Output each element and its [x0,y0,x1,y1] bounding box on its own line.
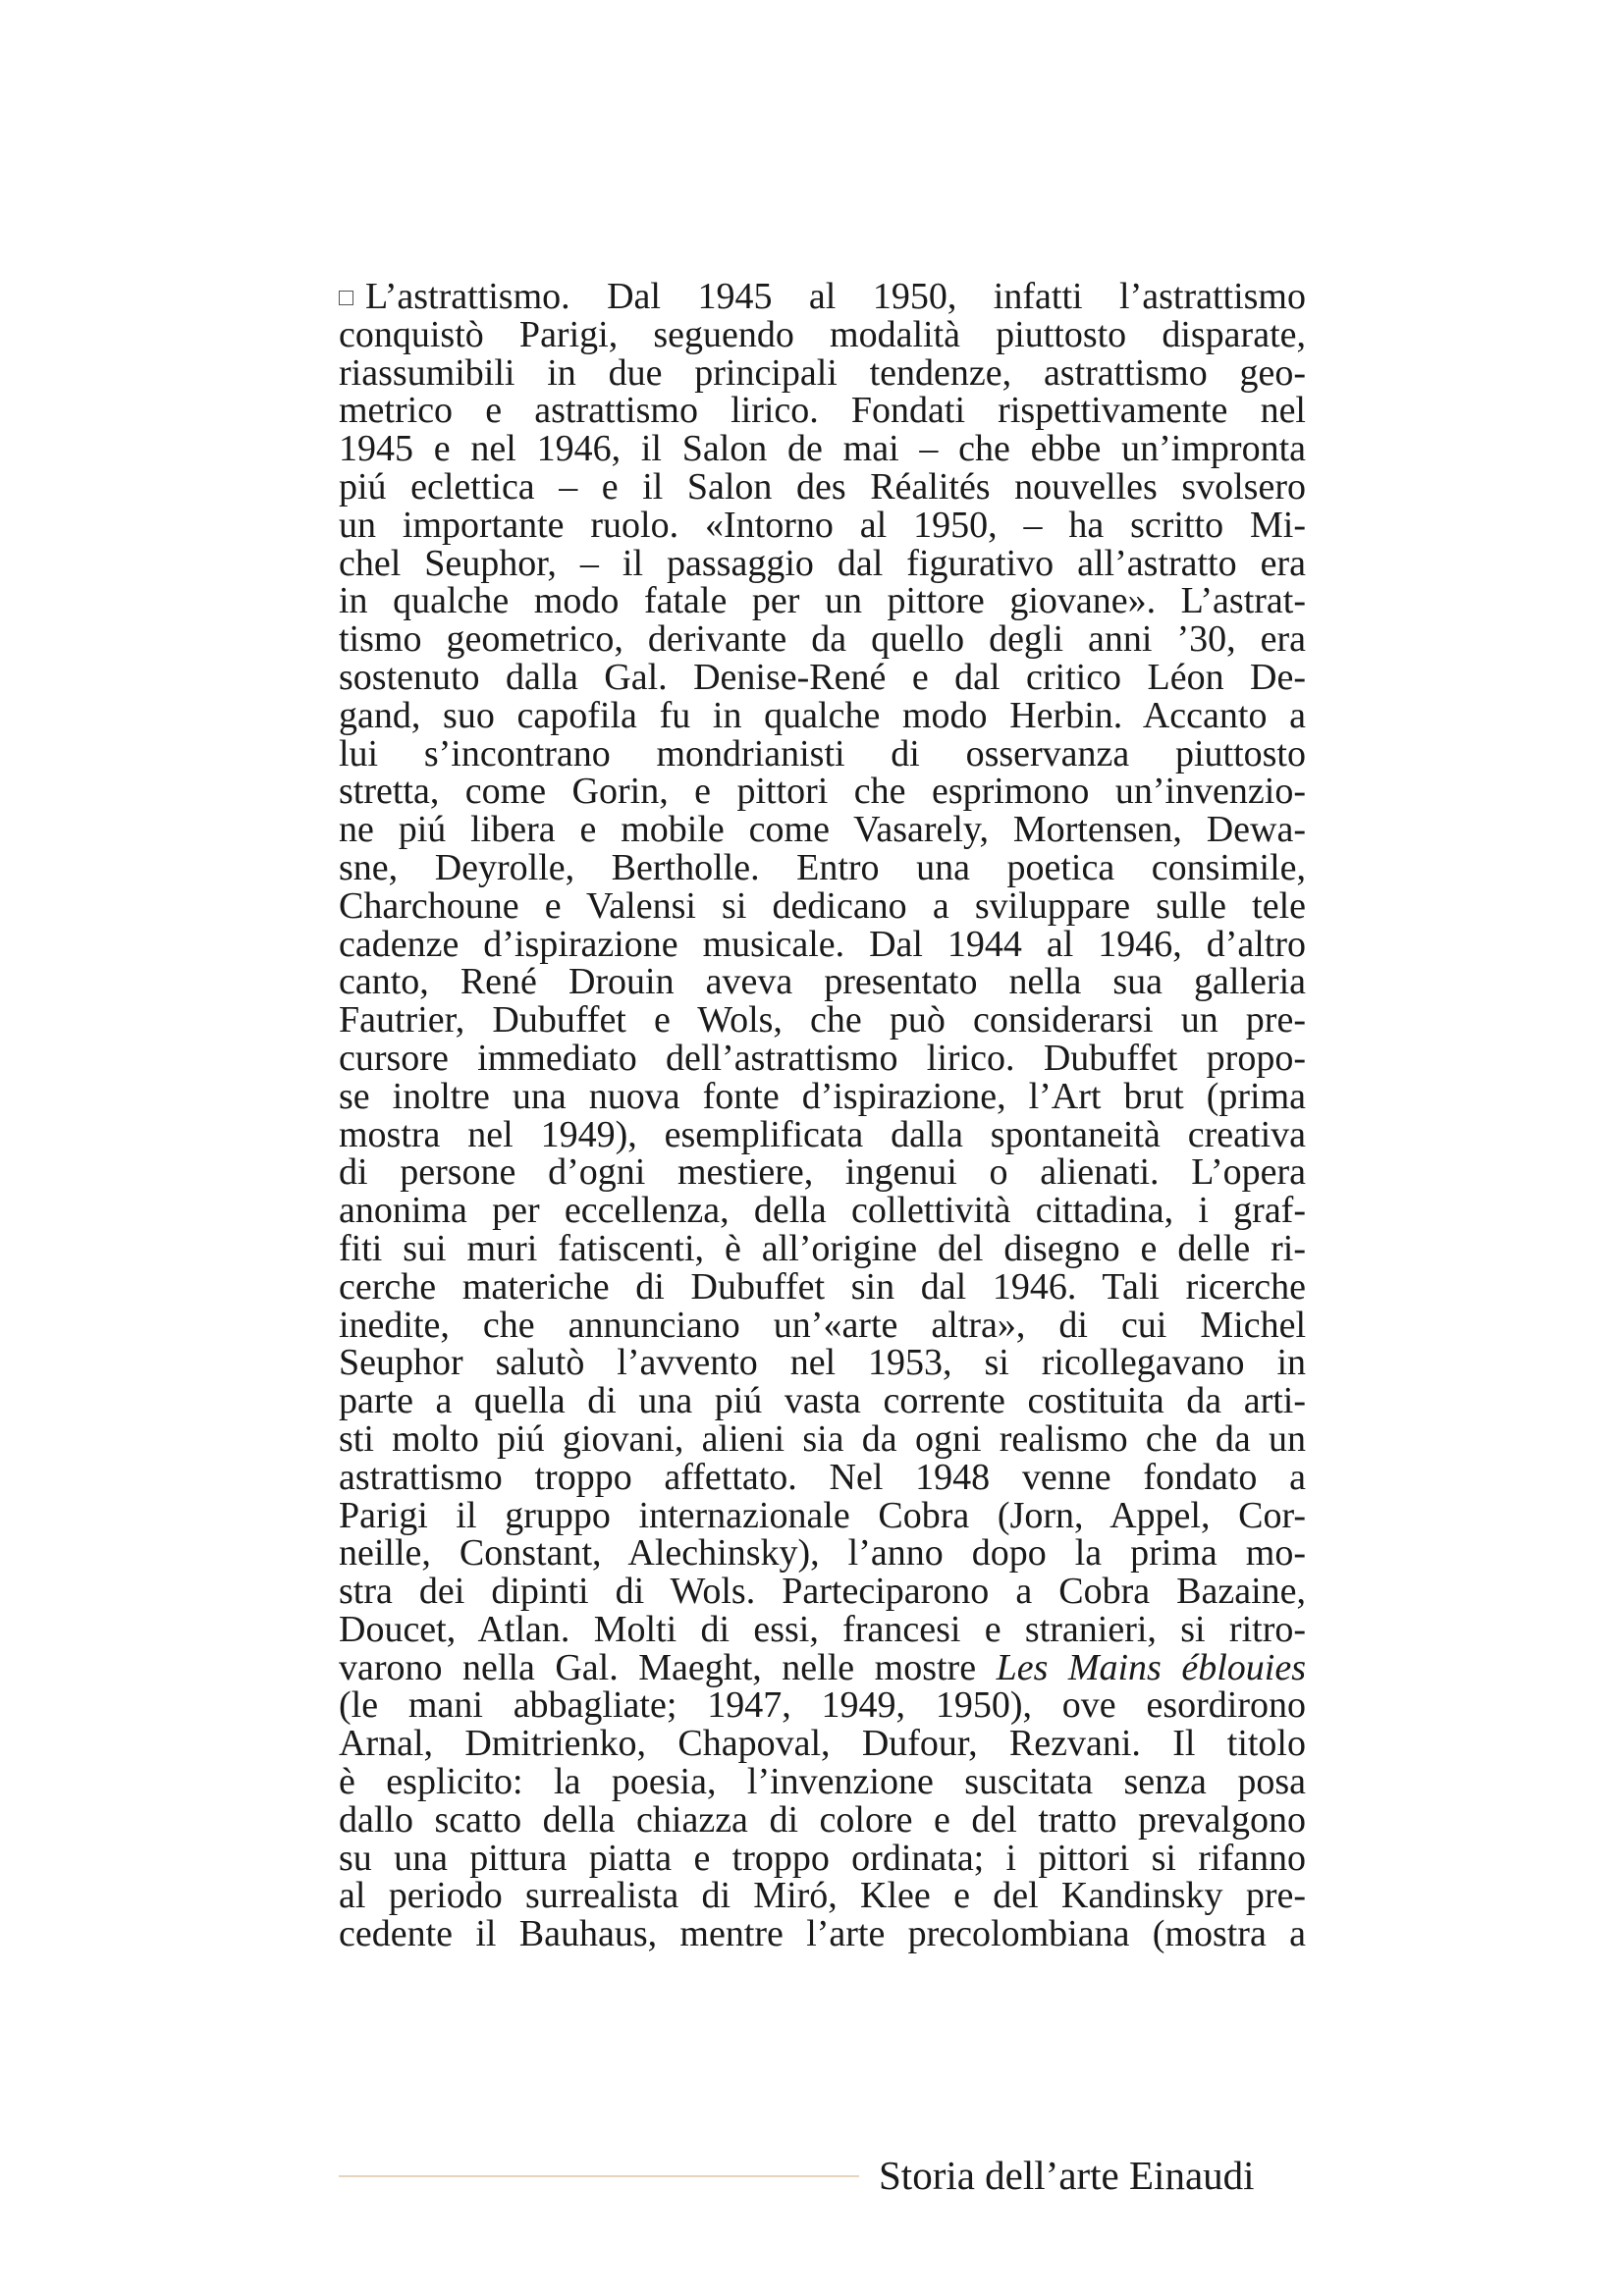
text-line: stretta, come Gorin, e pittori che esprimono un’invenzio- [339,771,1306,813]
text-line: gand, suo capofila fu in qualche modo Herbin. Accanto a [339,694,1306,736]
text-line: cadenze d’ispirazione musicale. Dal 1944 al 1946, d’altro [339,923,1306,965]
text-line: anonima per eccellenza, della collettività cittadina, i graf- [339,1190,1306,1232]
text-line: (le mani abbagliate; 1947, 1949, 1950), ove esordirono [339,1684,1306,1727]
text-line: Seuphor salutò l’avvento nel 1953, si ricollegavano in [339,1342,1306,1384]
text-line: di persone d’ogni mestiere, ingenui o alienati. L’opera [339,1151,1306,1194]
text-line: canto, René Drouin aveva presentato nella sua galleria [339,961,1306,1003]
text-line: piú eclettica – e il Salon des Réalités nouvelles svolsero [339,465,1306,507]
text-line: inedite, che annunciano un’«arte altra», di cui Michel [339,1304,1306,1346]
text-line: conquistò Parigi, seguendo modalità piuttosto disparate, [339,313,1306,355]
text-line: cursore immediato dell’astrattismo lirico. Dubuffet propo- [339,1037,1306,1079]
text-line: 1945 e nel 1946, il Salon de mai – che ebbe un’impronta [339,428,1306,470]
text-line: neille, Constant, Alechinsky), l’anno dopo la prima mo- [339,1532,1306,1575]
text-line: astrattismo troppo affettato. Nel 1948 venne fondato a [339,1456,1306,1498]
text-line: chel Seuphor, – il passaggio dal figurativo all’astratto era [339,542,1306,584]
text-line: in qualche modo fatale per un pittore giovane». L’astrat- [339,580,1306,622]
text-line: riassumibili in due principali tendenze, astrattismo geo- [339,351,1306,394]
text-line: Parigi il gruppo internazionale Cobra (Jorn, Appel, Cor- [339,1494,1306,1536]
text-line: sne, Deyrolle, Bertholle. Entro una poetica consimile, [339,846,1306,888]
body-text [339,278,1306,1953]
text-line: se inoltre una nuova fonte d’ispirazione, l’Art brut (prima [339,1075,1306,1117]
text-line: Doucet, Atlan. Molti di essi, francesi e stranieri, si ritro- [339,1608,1306,1650]
text-line: mostra nel 1949), esemplificata dalla spontaneità creativa [339,1113,1306,1155]
text-line: sostenuto dalla Gal. Denise-René e dal critico Léon De- [339,656,1306,698]
text-line: lui s’incontrano mondrianisti di osservanza piuttosto [339,732,1306,774]
text-line: Fautrier, Dubuffet e Wols, che può considerarsi un pre- [339,999,1306,1041]
footer-title: Storia dell’arte Einaudi [879,2153,1255,2198]
text-line: L’astrattismo. Dal 1945 al 1950, infatti l’astrattismo [339,278,1306,316]
text-line: sti molto piú giovani, alieni sia da ogni realismo che da un [339,1417,1306,1460]
footer-divider [339,2175,859,2177]
text-line: stra dei dipinti di Wols. Parteciparono a Cobra Bazaine, [339,1571,1306,1613]
text-line: è esplicito: la poesia, l’invenzione suscitata senza posa [339,1761,1306,1803]
text-line: su una pittura piatta e troppo ordinata; i pittori si rifanno [339,1837,1306,1879]
text-line: cedente il Bauhaus, mentre l’arte precolombiana (mostra a [339,1913,1306,1955]
text-line: tismo geometrico, derivante da quello degli anni ’30, era [339,618,1306,661]
text-line: Charchoune e Valensi si dedicano a sviluppare sulle tele [339,884,1306,927]
text-line: varono nella Gal. Maeght, nelle mostre Les Mains éblouies [339,1646,1306,1688]
exhibition-title: Les Mains éblouies [996,1646,1306,1688]
text-line: dallo scatto della chiazza di colore e del tratto prevalgono [339,1798,1306,1841]
text-line: Arnal, Dmitrienko, Chapoval, Dufour, Rezvani. Il titolo [339,1723,1306,1765]
square-bullet-icon [339,291,353,305]
text-line: ne piú libera e mobile come Vasarely, Mortensen, Dewa- [339,809,1306,851]
text-line: parte a quella di una piú vasta corrente costituita da arti- [339,1380,1306,1422]
text-line: metrico e astrattismo lirico. Fondati rispettivamente nel [339,390,1306,432]
text-line: cerche materiche di Dubuffet sin dal 1946. Tali ricerche [339,1265,1306,1308]
text-line: al periodo surrealista di Miró, Klee e del Kandinsky pre- [339,1875,1306,1917]
text-line: un importante ruolo. «Intorno al 1950, – ha scritto Mi- [339,504,1306,546]
text-line: fiti sui muri fatiscenti, è all’origine del disegno e delle ri- [339,1227,1306,1269]
